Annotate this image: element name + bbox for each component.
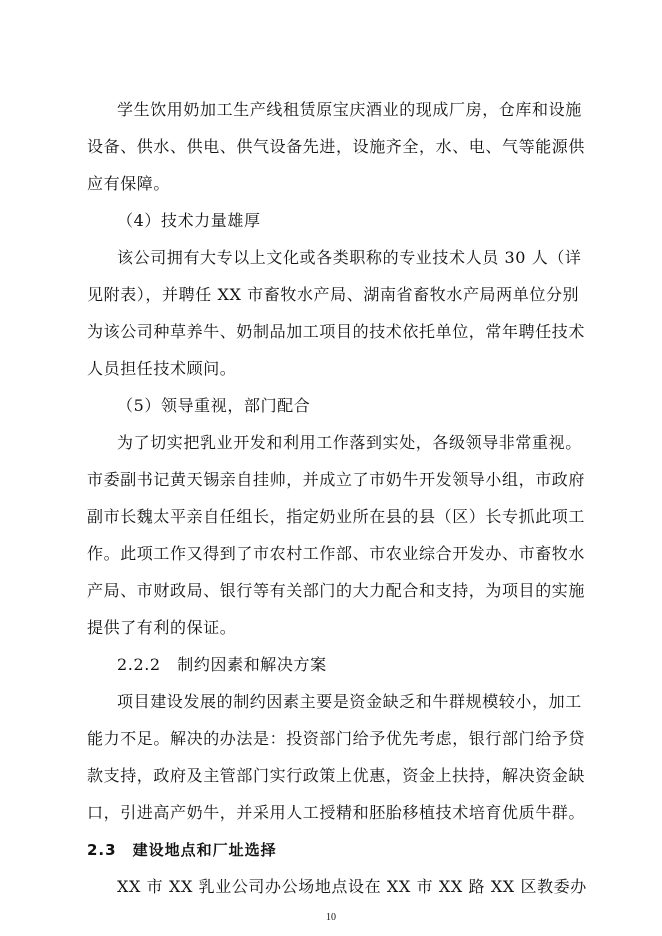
section-heading: （4）技术力量雄厚 <box>117 211 261 230</box>
paragraph-line: 为该公司种草养牛、奶制品加工项目的技术依托单位，常年聘任技术 <box>87 322 586 341</box>
paragraph-line: 能力不足。解决的办法是：投资部门给予优先考虑，银行部门给予贷 <box>87 729 586 748</box>
paragraph-line: 副市长魏太平亲自任组长，指定奶业所在县的县（区）长专抓此项工 <box>87 507 586 526</box>
paragraph-line: 提供了有利的保证。 <box>87 618 237 637</box>
paragraph-line: XX 市 XX 乳业公司办公场地点设在 XX 市 XX 路 XX 区教委办 <box>117 877 587 896</box>
paragraph-line: 人员担任技术顾问。 <box>87 359 237 378</box>
paragraph-line: 该公司拥有大专以上文化或各类职称的专业技术人员 30 人（详 <box>117 248 582 267</box>
paragraph-line: 作。此项工作又得到了市农村工作部、市农业综合开发办、市畜牧水 <box>87 544 586 563</box>
paragraph-line: 见附表），并聘任 XX 市畜牧水产局、湖南省畜牧水产局两单位分别 <box>87 285 580 304</box>
paragraph-line: 口，引进高产奶牛，并采用人工授精和胚胎移植技术培育优质牛群。 <box>87 803 586 822</box>
paragraph-line: 学生饮用奶加工生产线租赁原宝庆酒业的现成厂房，仓库和设施 <box>117 100 582 119</box>
paragraph-line: 产局、市财政局、银行等有关部门的大力配合和支持，为项目的实施 <box>87 581 586 600</box>
paragraph-line: 款支持，政府及主管部门实行政策上优惠，资金上扶持，解决资金缺 <box>87 766 586 785</box>
page-number: 10 <box>326 912 336 923</box>
paragraph-line: 项目建设发展的制约因素主要是资金缺乏和牛群规模较小，加工 <box>117 692 582 711</box>
subsection-heading: 2.2.2 制约因素和解决方案 <box>117 655 327 674</box>
paragraph-line: 设备、供水、供电、供气设备先进，设施齐全，水、电、气等能源供 <box>87 137 586 156</box>
paragraph-line: 市委副书记黄天锡亲自挂帅，并成立了市奶牛开发领导小组，市政府 <box>87 470 586 489</box>
paragraph-line: 为了切实把乳业开发和利用工作落到实处，各级领导非常重视。 <box>117 433 582 452</box>
section-heading: （5）领导重视，部门配合 <box>117 396 311 415</box>
paragraph-line: 应有保障。 <box>87 174 171 193</box>
section-heading-bold: 2.3 建设地点和厂址选择 <box>87 841 277 859</box>
